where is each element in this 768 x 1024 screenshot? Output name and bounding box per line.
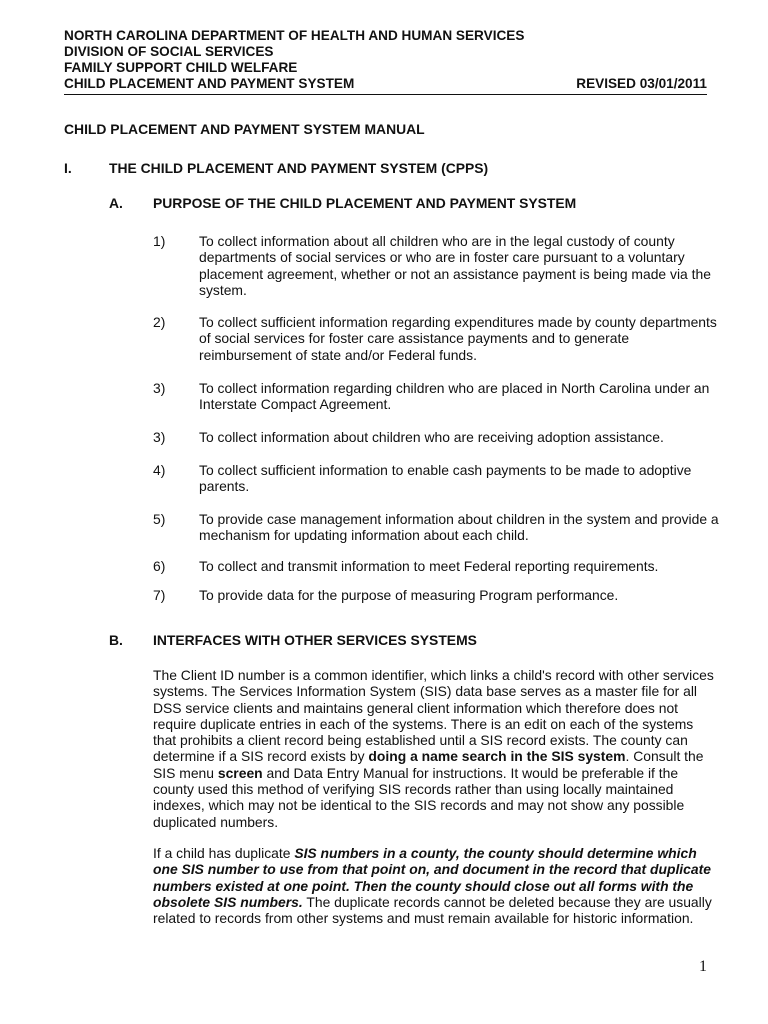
paragraph-bold-text: doing a name search in the SIS system <box>368 748 626 765</box>
paragraph-duplicate-sis <box>153 845 718 926</box>
header-division: DIVISION OF SOCIAL SERVICES <box>64 44 274 59</box>
manual-title: CHILD PLACEMENT AND PAYMENT SYSTEM MANUAL <box>64 121 425 137</box>
item-text: To collect information regarding children who are placed in North Carolina under an Interstate Compact Agreement. <box>199 380 710 413</box>
item-number: 5) <box>153 511 166 527</box>
item-number: 3) <box>153 429 166 445</box>
section-a-number: A. <box>109 195 123 211</box>
header-program: FAMILY SUPPORT CHILD WELFARE <box>64 60 298 75</box>
header-system-name: CHILD PLACEMENT AND PAYMENT SYSTEM <box>64 76 355 91</box>
item-number: 7) <box>153 587 166 603</box>
paragraph-bold-italic-text: SIS numbers in a county, the county should determine which one SIS number to use from that point on, and document in the record that duplicate numbers existed at one point. Then the county should close out all forms with the obsolete SIS numbers. <box>153 845 711 910</box>
paragraph-text: The Client ID number is a common identifier, which links a child's record with other services systems. The Services Information System (SIS) data base serves as a master file for all DSS service clients and maintains general client information which therefore does not require duplicate entries in each of the systems. There is an edit on each of the systems that prohibits a client record being established until a SIS record exists. The county can determine if a SIS record exists by <box>153 667 714 765</box>
item-number: 6) <box>153 558 166 574</box>
header-department: NORTH CAROLINA DEPARTMENT OF HEALTH AND HUMAN SERVICES <box>64 28 525 43</box>
item-text: To collect sufficient information to enable cash payments to be made to adoptive parents. <box>199 462 692 495</box>
item-text: To collect and transmit information to meet Federal reporting requirements. <box>199 558 659 574</box>
section-a-title: PURPOSE OF THE CHILD PLACEMENT AND PAYMENT SYSTEM <box>153 195 577 211</box>
item-number: 1) <box>153 233 166 249</box>
paragraph-bold-text: screen <box>217 764 263 781</box>
section-i-number: I. <box>64 160 72 176</box>
paragraph-text: and Data Entry Manual for instructions. It would be preferable if the county used this method of verifying SIS records rather than using locally maintained indexes, which may not be identical to the SIS records and may not show any possible duplicated numbers. <box>153 764 685 830</box>
section-b-number: B. <box>109 632 123 648</box>
section-i-title: THE CHILD PLACEMENT AND PAYMENT SYSTEM (CPPS) <box>109 160 489 176</box>
item-text: To collect sufficient information regarding expenditures made by county departments of social services for foster care assistance payments and to generate reimbursement of state and/or Federal funds. <box>199 314 717 363</box>
paragraph-client-id <box>153 667 718 830</box>
item-number: 3) <box>153 380 166 396</box>
item-number: 4) <box>153 462 166 478</box>
item-text: To collect information about all children who are in the legal custody of county departments of social services or who are in foster care pursuant to a voluntary placement agreement, whether or not an assistance payment is being made via the system. <box>199 233 711 298</box>
paragraph-text: If a child has duplicate <box>153 845 295 861</box>
header-revised-date: REVISED 03/01/2011 <box>576 76 707 91</box>
item-number: 2) <box>153 314 166 330</box>
section-b-title: INTERFACES WITH OTHER SERVICES SYSTEMS <box>153 632 477 648</box>
page-number: 1 <box>699 958 707 975</box>
item-text: To provide data for the purpose of measuring Program performance. <box>199 587 619 603</box>
paragraph-text: The duplicate records cannot be deleted because they are usually related to records from other systems and must remain available for historic information. <box>153 893 712 927</box>
item-text: To collect information about children who are receiving adoption assistance. <box>199 429 664 445</box>
header-system-row <box>64 76 707 95</box>
item-text: To provide case management information about children in the system and provide a mechanism for updating information about each child. <box>199 511 719 544</box>
paragraph-text: . Consult the SIS menu <box>153 748 704 781</box>
